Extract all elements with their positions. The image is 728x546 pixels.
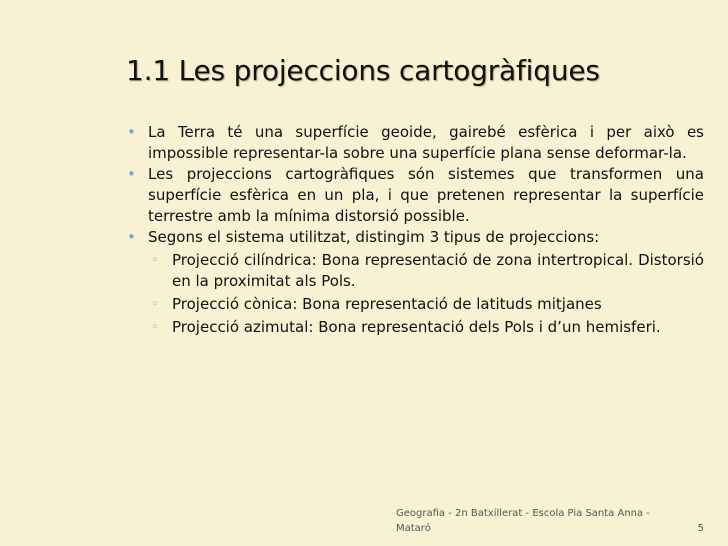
bullet-item [124, 164, 704, 227]
subbullet-text: Projecció cilíndrica: Bona representació de zona intertropical. Distorsió en la proximitat als Pols. [172, 251, 704, 290]
bullet-text: Segons el sistema utilitzat, distingim 3 tipus de projeccions: [148, 228, 600, 246]
page-number: 5 [697, 523, 704, 534]
subbullet-text: Projecció cònica: Bona representació de latituds mitjanes [172, 295, 602, 313]
subbullet-icon: ◦ [151, 297, 159, 312]
bullet-text: Les projeccions cartogràfiques són sistemes que transformen una superfície esfèrica en un pla, i que pretenen representar la superfície terrestre amb la mínima distorsió possible. [148, 165, 704, 225]
bullet-icon: • [127, 165, 136, 183]
subbullet-item [124, 250, 704, 292]
bullet-icon: • [127, 228, 136, 246]
subbullet-item [124, 294, 704, 315]
subbullet-text: Projecció azimutal: Bona representació dels Pols i d’un hemisferi. [172, 318, 661, 336]
bullet-item [124, 122, 704, 164]
bullet-item [124, 227, 704, 248]
subbullet-item [124, 317, 704, 338]
subbullet-icon: ◦ [151, 320, 159, 335]
slide-content [124, 122, 704, 338]
bullet-text: La Terra té una superfície geoide, gairebé esfèrica i per això es impossible representar-la sobre una superfície plana sense deformar-la. [148, 123, 704, 162]
slide-title: 1.1 Les projeccions cartogràfiques [126, 54, 600, 87]
subbullet-icon: ◦ [151, 253, 159, 268]
bullet-icon: • [127, 123, 136, 141]
footer-text: Geografia - 2n Batxillerat - Escola Pia Santa Anna - Mataró [396, 508, 650, 534]
